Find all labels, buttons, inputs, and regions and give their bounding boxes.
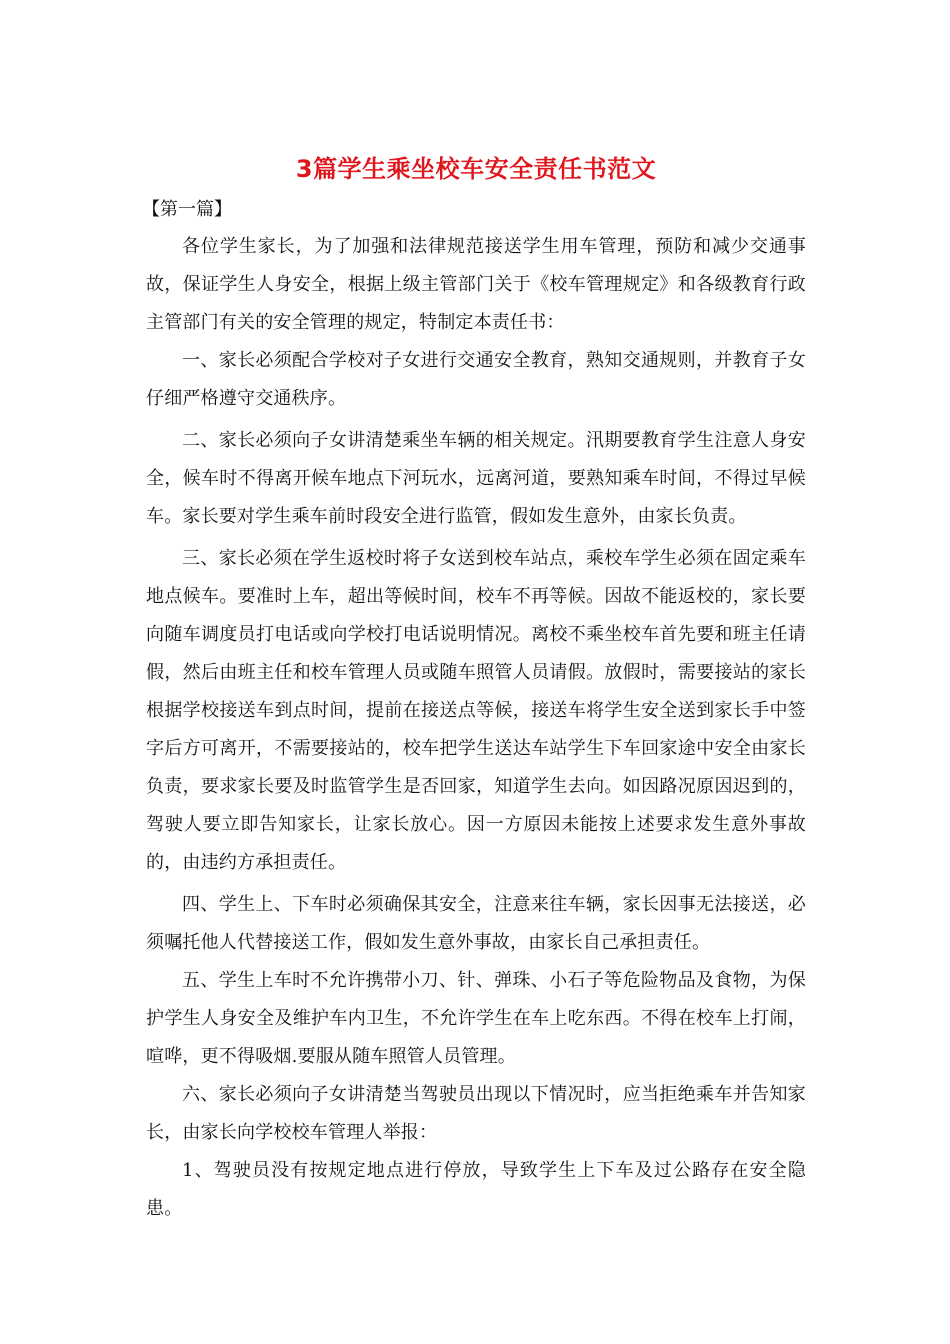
paragraph-subitem-1: 1、驾驶员没有按规定地点进行停放，导致学生上下车及过公路存在安全隐患。 <box>146 1160 806 1219</box>
document-title: 3篇学生乘坐校车安全责任书范文 <box>295 155 657 183</box>
paragraph-item-1: 一、家长必须配合学校对子女进行交通安全教育，熟知交通规则，并教育子女仔细严格遵守交通秩序。 <box>146 350 806 409</box>
section-label: 【第一篇】 <box>142 199 232 220</box>
paragraph-item-4: 四、学生上、下车时必须确保其安全，注意来往车辆，家长因事无法接送，必须嘱托他人代替接送工作，假如发生意外事故，由家长自己承担责任。 <box>146 894 806 953</box>
paragraph-item-3: 三、家长必须在学生返校时将子女送到校车站点，乘校车学生必须在固定乘车地点候车。要准时上车，超出等候时间，校车不再等候。因故不能返校的，家长要向随车调度员打电话或向学校打电话说明情况。离校不乘坐校车首先要和班主任请假，然后由班主任和校车管理人员或随车照管人员请假。放假时，需要接站的家长根据学校接送车到点时间，提前在接送点等候，接送车将学生安全送到家长手中签字后方可离开，不需要接站的，校车把学生送达车站学生下车回家途中安全由家长负责，要求家长要及时监管学生是否回家，知道学生去向。如因路况原因迟到的，驾驶人要立即告知家长，让家长放心。因一方原因未能按上述要求发生意外事故的，由违约方承担责任。 <box>146 548 806 873</box>
paragraph-item-5: 五、学生上车时不允许携带小刀、针、弹珠、小石子等危险物品及食物，为保护学生人身安全及维护车内卫生，不允许学生在车上吃东西。不得在校车上打闹，喧哗，更不得吸烟.要服从随车照管人员管理。 <box>146 970 806 1067</box>
document-body <box>142 150 806 1228</box>
paragraph-intro: 各位学生家长，为了加强和法律规范接送学生用车管理，预防和减少交通事故，保证学生人身安全，根据上级主管部门关于《校车管理规定》和各级教育行政主管部门有关的安全管理的规定，特制定本责任书： <box>146 236 806 333</box>
paragraph-item-2: 二、家长必须向子女讲清楚乘坐车辆的相关规定。汛期要教育学生注意人身安全，候车时不得离开候车地点下河玩水，远离河道，要熟知乘车时间，不得过早候车。家长要对学生乘车前时段安全进行监管，假如发生意外，由家长负责。 <box>146 430 806 527</box>
paragraph-item-6: 六、家长必须向子女讲清楚当驾驶员出现以下情况时，应当拒绝乘车并告知家长，由家长向学校校车管理人举报： <box>146 1084 806 1143</box>
